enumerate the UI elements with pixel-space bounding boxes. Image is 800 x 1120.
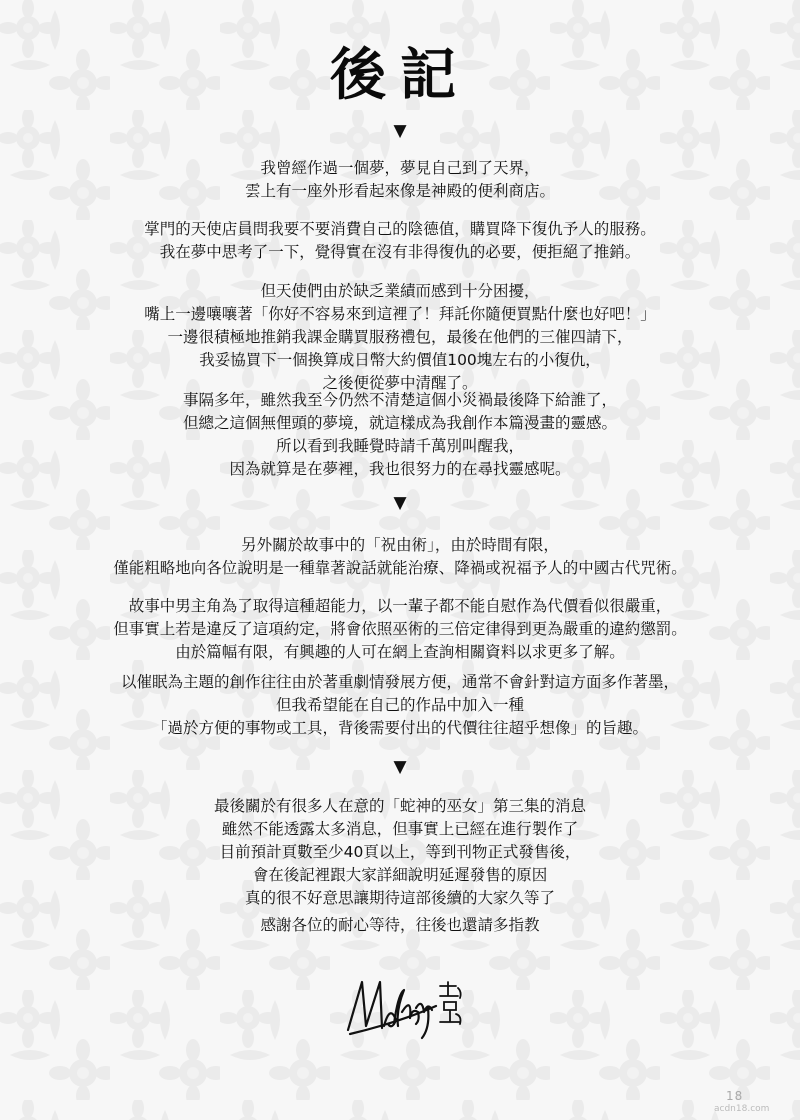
paragraph [60, 534, 740, 580]
paragraph [60, 389, 740, 481]
site-watermark: acdn18.com [714, 1104, 770, 1114]
text-line: 感謝各位的耐心等待，往後也還請多指教 [260, 916, 540, 934]
paragraph [60, 218, 740, 264]
section-divider-arrow: ▼ [393, 493, 407, 513]
text-line: 目前預計頁數至少40頁以上，等到刊物正式發售後， [219, 843, 581, 861]
text-line: 但總之這個無俚頭的夢境，就這樣成為我創作本篇漫畫的靈感。 [182, 414, 617, 432]
text-line: 我妥協買下一個換算成日幣大約價值100塊左右的小復仇， [199, 351, 601, 369]
text-line: 故事中男主角為了取得這種超能力，以一輩子都不能自慰作為代價看似很嚴重， [128, 597, 672, 615]
text-line: 但事實上若是違反了這項約定，將會依照巫術的三倍定律得到更為嚴重的違約懲罰。 [113, 620, 687, 638]
paragraph [60, 795, 740, 910]
section-divider-arrow: ▼ [393, 757, 407, 777]
paragraph [60, 595, 740, 664]
text-line: 一邊很積極地推銷我課金購買服務禮包，最後在他們的三催四請下， [167, 328, 633, 346]
paragraph [60, 914, 740, 937]
text-line: 另外關於故事中的「祝由術」，由於時間有限， [241, 536, 559, 554]
text-line: 由於篇幅有限，有興趣的人可在網上查詢相關資料以求更多了解。 [175, 643, 625, 661]
paragraph [60, 671, 740, 740]
text-line: 以催眠為主題的創作往往由於著重劇情發展方便，通常不會針對這方面多作著墨， [120, 673, 679, 691]
text-line: 「過於方便的事物或工具，背後需要付出的代價往往超乎想像」的旨趣。 [151, 719, 648, 737]
text-line: 雖然不能透露太多消息，但事實上已經在進行製作了 [221, 820, 579, 838]
text-line: 所以看到我睡覺時請千萬別叫醒我， [275, 437, 524, 455]
text-line: 僅能粗略地向各位說明是一種靠著說話就能治療、降禍或祝福予人的中國古代咒術。 [113, 559, 687, 577]
text-line: 真的很不好意思讓期待這部後續的大家久等了 [244, 889, 555, 907]
section-divider-arrow: ▼ [393, 121, 407, 141]
text-line: 但天使們由於缺乏業績而感到十分困擾， [260, 282, 540, 300]
text-line: 但我希望能在自己的作品中加入一種 [275, 696, 524, 714]
text-line: 事隔多年，雖然我至今仍然不清楚這個小災禍最後降下給誰了， [182, 391, 617, 409]
page-number: 18 [726, 1089, 744, 1103]
text-line: 雲上有一座外形看起來像是神殿的便利商店。 [244, 182, 555, 200]
text-line: 會在後記裡跟大家詳細說明延遲發售的原因 [252, 866, 548, 884]
text-line: 我曾經作過一個夢，夢見自己到了天界， [260, 159, 540, 177]
text-line: 最後關於有很多人在意的「蛇神的巫女」第三集的消息 [213, 797, 586, 815]
author-signature [340, 968, 470, 1048]
text-line: 因為就算是在夢裡，我也很努力的在尋找靈感呢。 [229, 460, 571, 478]
page-title: 後記 [330, 42, 470, 108]
text-line: 嘴上一邊嚷嚷著「你好不容易來到這裡了！拜託你隨便買點什麼也好吧！」 [144, 305, 656, 323]
paragraph [60, 157, 740, 203]
paragraph [60, 280, 740, 395]
text-line: 我在夢中思考了一下，覺得實在沒有非得復仇的必要，便拒絕了推銷。 [159, 243, 641, 261]
text-line: 之後便從夢中清醒了。 [322, 374, 478, 392]
text-line: 掌門的天使店員問我要不要消費自己的陰德值，購買降下復仇予人的服務。 [144, 220, 656, 238]
